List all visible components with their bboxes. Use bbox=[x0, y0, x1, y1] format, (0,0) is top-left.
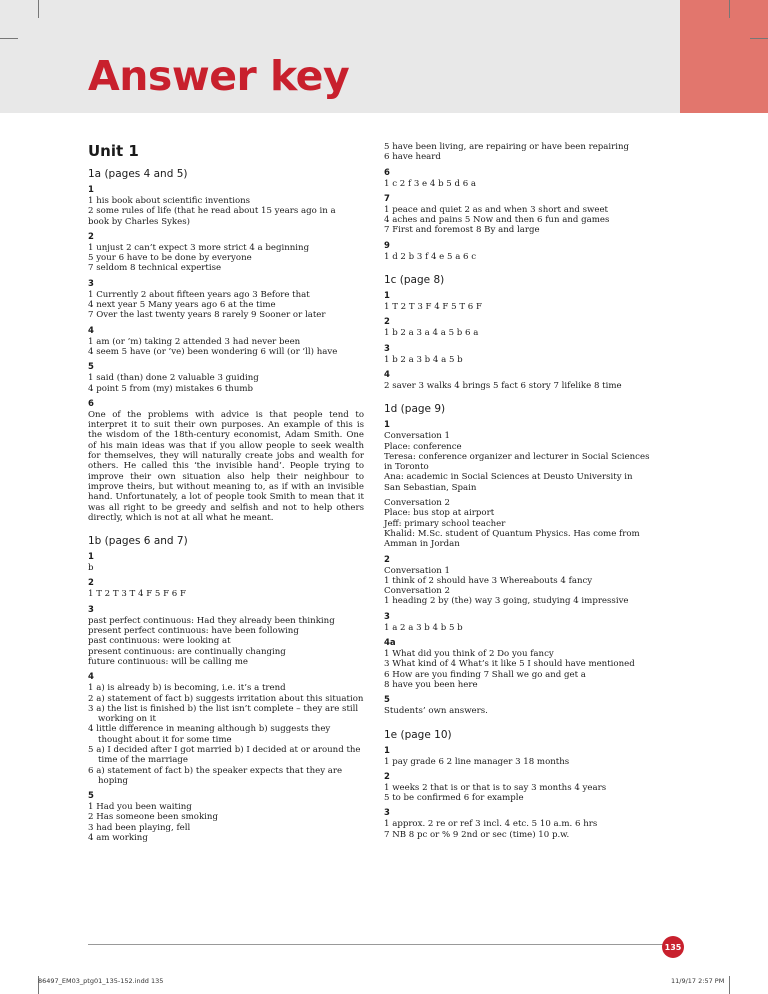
exercise bbox=[384, 291, 660, 312]
exercise-number: 3 bbox=[384, 343, 390, 354]
answer-line: 4 next year 5 Many years ago 6 at the time bbox=[88, 300, 276, 311]
exercise bbox=[384, 420, 660, 493]
answer-line: 2 Has someone been smoking bbox=[88, 812, 218, 823]
exercise-number: 5 bbox=[384, 695, 390, 706]
crop-mark bbox=[750, 38, 768, 39]
answer-line: 7 Over the last twenty years 8 rarely 9 Sooner or later bbox=[88, 310, 326, 321]
answer-line: 1 T 2 T 3 T 4 F 5 F 6 F bbox=[88, 589, 186, 600]
exercise bbox=[384, 498, 660, 549]
exercise-number: 3 bbox=[88, 278, 94, 289]
answer-line: Khalid: M.Sc. student of Quantum Physics. Has come from bbox=[384, 528, 640, 539]
exercise-number: 1 bbox=[384, 291, 390, 302]
answer-paragraph: One of the problems with advice is that people tend to interpret it to suit their own purposes. An example of this is the wisdom of the 18th-century economist, Adam Smith. One of his main ideas was that if you allow people to seek wealth for themselves, they will naturally create jobs and wealth for others. He called this ‘the invisible hand’. People trying to improve their own situation also help their neighbour to improve theirs, but without meaning to, as if with an invisible hand. Unfortunately, a lot of people took Smith to mean that it was all right to be greedy and selfish and not to help others directly, which is not at all what he meant. bbox=[88, 409, 364, 523]
answer-line: Teresa: conference organizer and lecturer in Social Sciences bbox=[384, 451, 650, 462]
exercise bbox=[384, 317, 660, 338]
answer-line: San Sebastian, Spain bbox=[384, 482, 477, 493]
exercise bbox=[88, 578, 364, 599]
answer-line: 4 little difference in meaning although b) suggests they thought about it for some time bbox=[88, 724, 331, 745]
exercise-number: 2 bbox=[88, 578, 94, 589]
exercise-number: 5 bbox=[88, 791, 94, 802]
answer-line: 6 a) statement of fact b) the speaker expects that they are hoping bbox=[88, 765, 343, 786]
answer-line: 6 have heard bbox=[384, 152, 441, 163]
exercise bbox=[384, 168, 660, 189]
answer-line: 6 How are you finding 7 Shall we go and get a bbox=[384, 669, 586, 680]
answer-line: 5 a) I decided after I got married b) I decided at or around the time of the marriage bbox=[88, 744, 361, 766]
answer-line: 1 b 2 a 3 a 4 a 5 b 6 a bbox=[384, 328, 479, 339]
answer-line: 1 his book about scientific inventions bbox=[88, 196, 251, 206]
exercise-number: 4a bbox=[384, 638, 396, 649]
answer-line: 7 First and foremost 8 By and large bbox=[384, 225, 540, 236]
exercise bbox=[88, 279, 364, 321]
exercise bbox=[88, 326, 364, 358]
answer-line: future continuous: will be calling me bbox=[88, 656, 249, 667]
exercise bbox=[384, 344, 660, 365]
exercise bbox=[384, 772, 660, 804]
footer-rule bbox=[88, 944, 663, 945]
answer-line: 4 aches and pains 5 Now and then 6 fun and games bbox=[384, 215, 610, 226]
section-heading: 1b (pages 6 and 7) bbox=[88, 535, 188, 548]
crop-mark bbox=[729, 0, 730, 18]
page-title: Answer key bbox=[88, 52, 350, 100]
exercise bbox=[88, 605, 364, 667]
answer-line: 2 a) statement of fact b) suggests irritation about this situation bbox=[88, 693, 364, 704]
answer-line: 4 seem 5 have (or ’ve) been wondering 6 will (or ’ll) have bbox=[88, 346, 338, 357]
exercise-number: 7 bbox=[384, 193, 390, 204]
answer-line: 8 have you been here bbox=[384, 679, 478, 690]
answer-line: Conversation 2 bbox=[384, 586, 450, 597]
answer-line: 1 heading 2 by (the) way 3 going, studying 4 impressive bbox=[384, 596, 629, 607]
answer-line: 5 have been living, are repairing or have been repairing bbox=[384, 142, 630, 152]
answer-line: 1 am (or ’m) taking 2 attended 3 had never been bbox=[88, 336, 301, 347]
exercise-number: 2 bbox=[384, 554, 390, 565]
answer-line: 3 What kind of 4 What’s it like 5 I should have mentioned bbox=[384, 659, 635, 670]
exercise bbox=[88, 791, 364, 843]
answer-line: 1 Currently 2 about fifteen years ago 3 Before that bbox=[88, 289, 310, 300]
crop-mark bbox=[38, 0, 39, 18]
answer-line: 3 had been playing, fell bbox=[88, 822, 191, 833]
answer-line: book by Charles Sykes) bbox=[88, 216, 190, 227]
exercise bbox=[384, 612, 660, 633]
crop-mark bbox=[729, 976, 730, 994]
exercise bbox=[88, 362, 364, 394]
answer-line: Conversation 1 bbox=[384, 431, 450, 442]
answer-line: 1 pay grade 6 2 line manager 3 18 months bbox=[384, 756, 570, 767]
answer-line: 1 said (than) done 2 valuable 3 guiding bbox=[88, 373, 259, 384]
answer-line: 1 a) is already b) is becoming, i.e. it’s a trend bbox=[88, 683, 286, 694]
exercise bbox=[88, 185, 364, 227]
answer-line: Students’ own answers. bbox=[384, 706, 488, 717]
exercise-number: 3 bbox=[384, 611, 390, 622]
answer-line: 1 T 2 T 3 F 4 F 5 T 6 F bbox=[384, 302, 482, 313]
answer-line: 2 saver 3 walks 4 brings 5 fact 6 story 7 lifelike 8 time bbox=[384, 380, 622, 391]
exercise bbox=[384, 555, 660, 607]
crop-mark bbox=[0, 38, 18, 39]
answer-line: 1 think of 2 should have 3 Whereabouts 4 fancy bbox=[384, 575, 593, 586]
exercise-number: 4 bbox=[88, 325, 94, 336]
exercise-number: 4 bbox=[384, 369, 390, 380]
exercise-number: 2 bbox=[384, 317, 390, 328]
answer-line: 1 peace and quiet 2 as and when 3 short and sweet bbox=[384, 204, 608, 215]
answer-line: 1 a 2 a 3 b 4 b 5 b bbox=[384, 622, 463, 633]
exercise bbox=[384, 638, 660, 690]
answer-line: Conversation 1 bbox=[384, 565, 450, 576]
answer-line: 1 b 2 a 3 b 4 a 5 b bbox=[384, 354, 463, 365]
answer-line: past perfect continuous: Had they already been thinking bbox=[88, 615, 335, 626]
answer-line: 1 Had you been waiting bbox=[88, 802, 192, 813]
answer-line: present continuous: are continually changing bbox=[88, 646, 286, 657]
exercise bbox=[384, 142, 660, 163]
answer-line: 5 to be confirmed 6 for example bbox=[384, 793, 524, 804]
answer-line: 1 d 2 b 3 f 4 e 5 a 6 c bbox=[384, 251, 477, 262]
exercise bbox=[88, 552, 364, 573]
exercise-number: 2 bbox=[88, 231, 94, 242]
exercise-number: 6 bbox=[384, 167, 390, 178]
right-column bbox=[384, 142, 660, 845]
header-accent-block bbox=[680, 0, 768, 113]
answer-line: 4 point 5 from (my) mistakes 6 thumb bbox=[88, 383, 254, 394]
answer-line: in Toronto bbox=[384, 462, 429, 473]
exercise bbox=[384, 194, 660, 236]
answer-line: 4 am working bbox=[88, 833, 148, 844]
footer-date-slug: 11/9/17 2:57 PM bbox=[671, 977, 725, 985]
exercise bbox=[384, 695, 660, 716]
exercise bbox=[384, 370, 660, 391]
answer-line: 1 What did you think of 2 Do you fancy bbox=[384, 649, 554, 660]
section-heading: 1e (page 10) bbox=[384, 728, 452, 741]
section-heading: 1d (page 9) bbox=[384, 403, 446, 416]
section-heading: 1c (page 8) bbox=[384, 274, 445, 287]
exercise-number: 6 bbox=[88, 398, 94, 409]
answer-line: Amman in Jordan bbox=[384, 539, 460, 550]
exercise bbox=[88, 399, 364, 523]
unit-heading: Unit 1 bbox=[88, 142, 139, 160]
exercise-number: 1 bbox=[88, 185, 94, 195]
answer-line: 7 seldom 8 technical expertise bbox=[88, 263, 222, 274]
answer-line: 7 NB 8 pc or % 9 2nd or sec (time) 10 p.w. bbox=[384, 829, 570, 840]
answer-line: 2 some rules of life (that he read about 15 years ago in a bbox=[88, 206, 336, 217]
exercise-number: 5 bbox=[88, 362, 94, 373]
answer-line: Ana: academic in Social Sciences at Deusto University in bbox=[384, 472, 633, 483]
exercise bbox=[88, 232, 364, 274]
exercise-number: 1 bbox=[88, 552, 94, 563]
exercise-number: 3 bbox=[88, 604, 94, 615]
answer-line: 3 a) the list is finished b) the list isn’t complete – they are still working on it bbox=[88, 703, 359, 725]
exercise bbox=[384, 808, 660, 840]
answer-line: 1 unjust 2 can’t expect 3 more strict 4 a beginning bbox=[88, 242, 310, 253]
exercise-number: 9 bbox=[384, 240, 390, 251]
answer-line: Conversation 2 bbox=[384, 498, 450, 509]
answer-line: 5 your 6 have to be done by everyone bbox=[88, 253, 252, 264]
exercise bbox=[384, 746, 660, 767]
exercise-number: 1 bbox=[384, 420, 390, 431]
exercise bbox=[384, 241, 660, 262]
page-number-badge: 135 bbox=[662, 936, 684, 958]
answer-line: present perfect continuous: have been following bbox=[88, 626, 299, 637]
answer-line: past continuous: were looking at bbox=[88, 636, 231, 647]
answer-line: 1 c 2 f 3 e 4 b 5 d 6 a bbox=[384, 178, 477, 189]
footer-file-slug: 86497_EM03_ptg01_135-152.indd 135 bbox=[38, 977, 164, 985]
answer-line: 1 weeks 2 that is or that is to say 3 months 4 years bbox=[384, 782, 607, 793]
section-heading: 1a (pages 4 and 5) bbox=[88, 168, 188, 180]
exercise-number: 3 bbox=[384, 808, 390, 819]
answer-line: 1 approx. 2 re or ref 3 incl. 4 etc. 5 10 a.m. 6 hrs bbox=[384, 819, 598, 830]
exercise-number: 1 bbox=[384, 745, 390, 756]
exercise-number: 2 bbox=[384, 771, 390, 782]
answer-line: Place: bus stop at airport bbox=[384, 508, 495, 519]
left-column bbox=[88, 142, 364, 848]
answer-line: Place: conference bbox=[384, 441, 462, 452]
exercise-number: 4 bbox=[88, 672, 94, 683]
exercise bbox=[88, 672, 364, 786]
answer-line: b bbox=[88, 563, 94, 574]
answer-line: Jeff: primary school teacher bbox=[384, 518, 506, 529]
